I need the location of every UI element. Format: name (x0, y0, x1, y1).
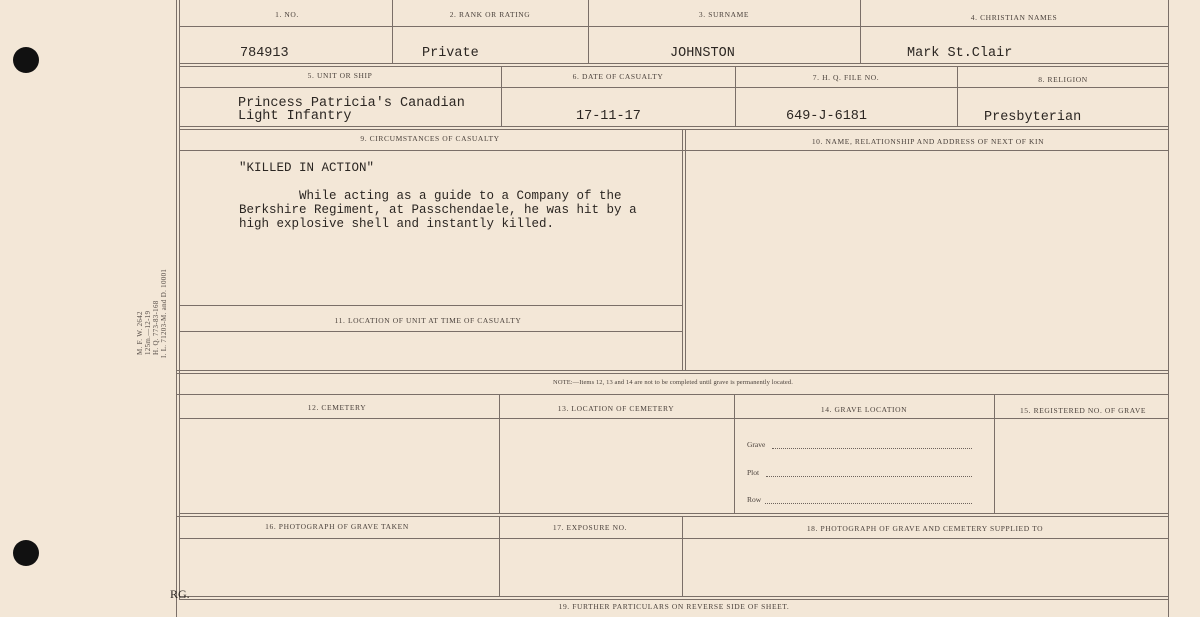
value-killed-in-action: "KILLED IN ACTION" (239, 161, 375, 175)
label-next-of-kin: 10. NAME, RELATIONSHIP AND ADDRESS OF NEXT OF KIN (811, 137, 1045, 146)
narrative-line-1: While acting as a guide to a Company of the (239, 189, 622, 203)
value-no: 784913 (240, 46, 289, 61)
label-plot: Plot (747, 468, 760, 477)
note-grave: NOTE:—Items 12, 13 and 14 are not to be completed until grave is permanently located. (553, 379, 793, 386)
side-print-4: I. L. 71203-M. and D. 10001 (160, 268, 168, 358)
value-surname: JOHNSTON (670, 46, 735, 61)
rule-r1-label (180, 26, 1168, 27)
rule-r2-bottom-b (180, 129, 1168, 130)
rule-r1-c1 (392, 0, 393, 63)
value-unit-line1: Princess Patricia's Canadian (238, 96, 465, 111)
grave-dots (772, 448, 972, 449)
rule-r1-bottom-a (180, 63, 1168, 64)
rule-r2-bottom-a (180, 126, 1168, 127)
label-grave-location: 14. GRAVE LOCATION (820, 405, 908, 414)
rule-r5-c2 (682, 516, 683, 596)
side-print-1: M. F. W. 2642 (136, 311, 144, 355)
narrative-line-3: high explosive shell and instantly killed. (239, 217, 555, 231)
label-date-casualty: 6. DATE OF CASUALTY (572, 72, 664, 81)
label-location-unit: 11. LOCATION OF UNIT AT TIME OF CASUALTY (334, 316, 522, 325)
rule-r1-c3 (860, 0, 861, 63)
label-christian-names: 4. CHRISTIAN NAMES (970, 13, 1058, 22)
value-date-casualty: 17-11-17 (576, 109, 641, 124)
rule-r2-label (180, 87, 1168, 88)
rule-r3-bottom-a (176, 370, 1168, 371)
rule-r4-top (176, 394, 1168, 395)
label-hq-file: 7. H. Q. FILE NO. (812, 73, 880, 82)
label-exposure-no: 17. EXPOSURE NO. (552, 523, 628, 532)
label-no: 1. NO. (275, 10, 299, 19)
label-rank: 2. RANK OR RATING (449, 10, 531, 19)
rule-r4-c2 (734, 394, 735, 513)
binder-hole-bottom (13, 540, 39, 566)
label-cemetery: 12. CEMETERY (307, 403, 367, 412)
rule-left-outer (176, 0, 177, 617)
value-hq-file: 649-J-6181 (786, 109, 868, 124)
rule-r2-c3 (957, 66, 958, 126)
value-christian-names: Mark St.Clair (907, 46, 1013, 61)
value-unit-line2: Light Infantry (238, 109, 352, 124)
rule-r4-c3 (994, 394, 995, 513)
label-registered-no: 15. REGISTERED NO. OF GRAVE (1019, 406, 1147, 415)
label-row: Row (747, 495, 762, 504)
binder-hole-top (13, 47, 39, 73)
label-surname: 3. SURNAME (698, 10, 750, 19)
label-photo-supplied-to: 18. PHOTOGRAPH OF GRAVE AND CEMETERY SUPPLIED TO (806, 524, 1044, 533)
initials: RG. (170, 587, 190, 601)
label-unit: 5. UNIT OR SHIP (307, 71, 373, 80)
label-photo-grave-taken: 16. PHOTOGRAPH OF GRAVE TAKEN (265, 522, 409, 531)
row-dots (765, 503, 972, 504)
side-print-2: 125m.—12-19 (144, 310, 152, 355)
rule-left-inner (179, 0, 180, 600)
rule-r3-c1b (685, 129, 686, 370)
rule-r5-bottom-b (180, 599, 1168, 600)
rule-r3-c1a (682, 129, 683, 370)
rule-r3-sub-label (180, 331, 682, 332)
rule-r5-c1 (499, 516, 500, 596)
label-further-particulars: 19. FURTHER PARTICULARS ON REVERSE SIDE OF SHEET. (558, 602, 790, 611)
rule-right (1168, 0, 1169, 617)
rule-r4-bottom-a (180, 513, 1168, 514)
rule-r3-sub (180, 305, 682, 306)
narrative-line-2: Berkshire Regiment, at Passchendaele, he was hit by a (239, 203, 637, 217)
rule-r5-label (180, 538, 1168, 539)
rule-r2-c1 (501, 66, 502, 126)
rule-r3-label (180, 150, 1168, 151)
rule-r1-c2 (588, 0, 589, 63)
rule-r4-bottom-b (176, 516, 1168, 517)
value-rank: Private (422, 46, 479, 61)
rule-r5-bottom-a (180, 596, 1168, 597)
side-print-3: H. Q. 773-83-168 (152, 300, 160, 355)
rule-r2-c2 (735, 66, 736, 126)
label-religion: 8. RELIGION (1038, 75, 1088, 84)
value-religion: Presbyterian (984, 110, 1082, 125)
rule-r4-c1 (499, 394, 500, 513)
rule-r1-bottom-b (180, 66, 1168, 67)
rule-r3-bottom-b (176, 373, 1168, 374)
label-location-cemetery: 13. LOCATION OF CEMETERY (557, 404, 675, 413)
label-circumstances: 9. CIRCUMSTANCES OF CASUALTY (360, 134, 500, 143)
label-grave: Grave (747, 440, 766, 449)
plot-dots (766, 476, 972, 477)
rule-r4-label (180, 418, 1168, 419)
